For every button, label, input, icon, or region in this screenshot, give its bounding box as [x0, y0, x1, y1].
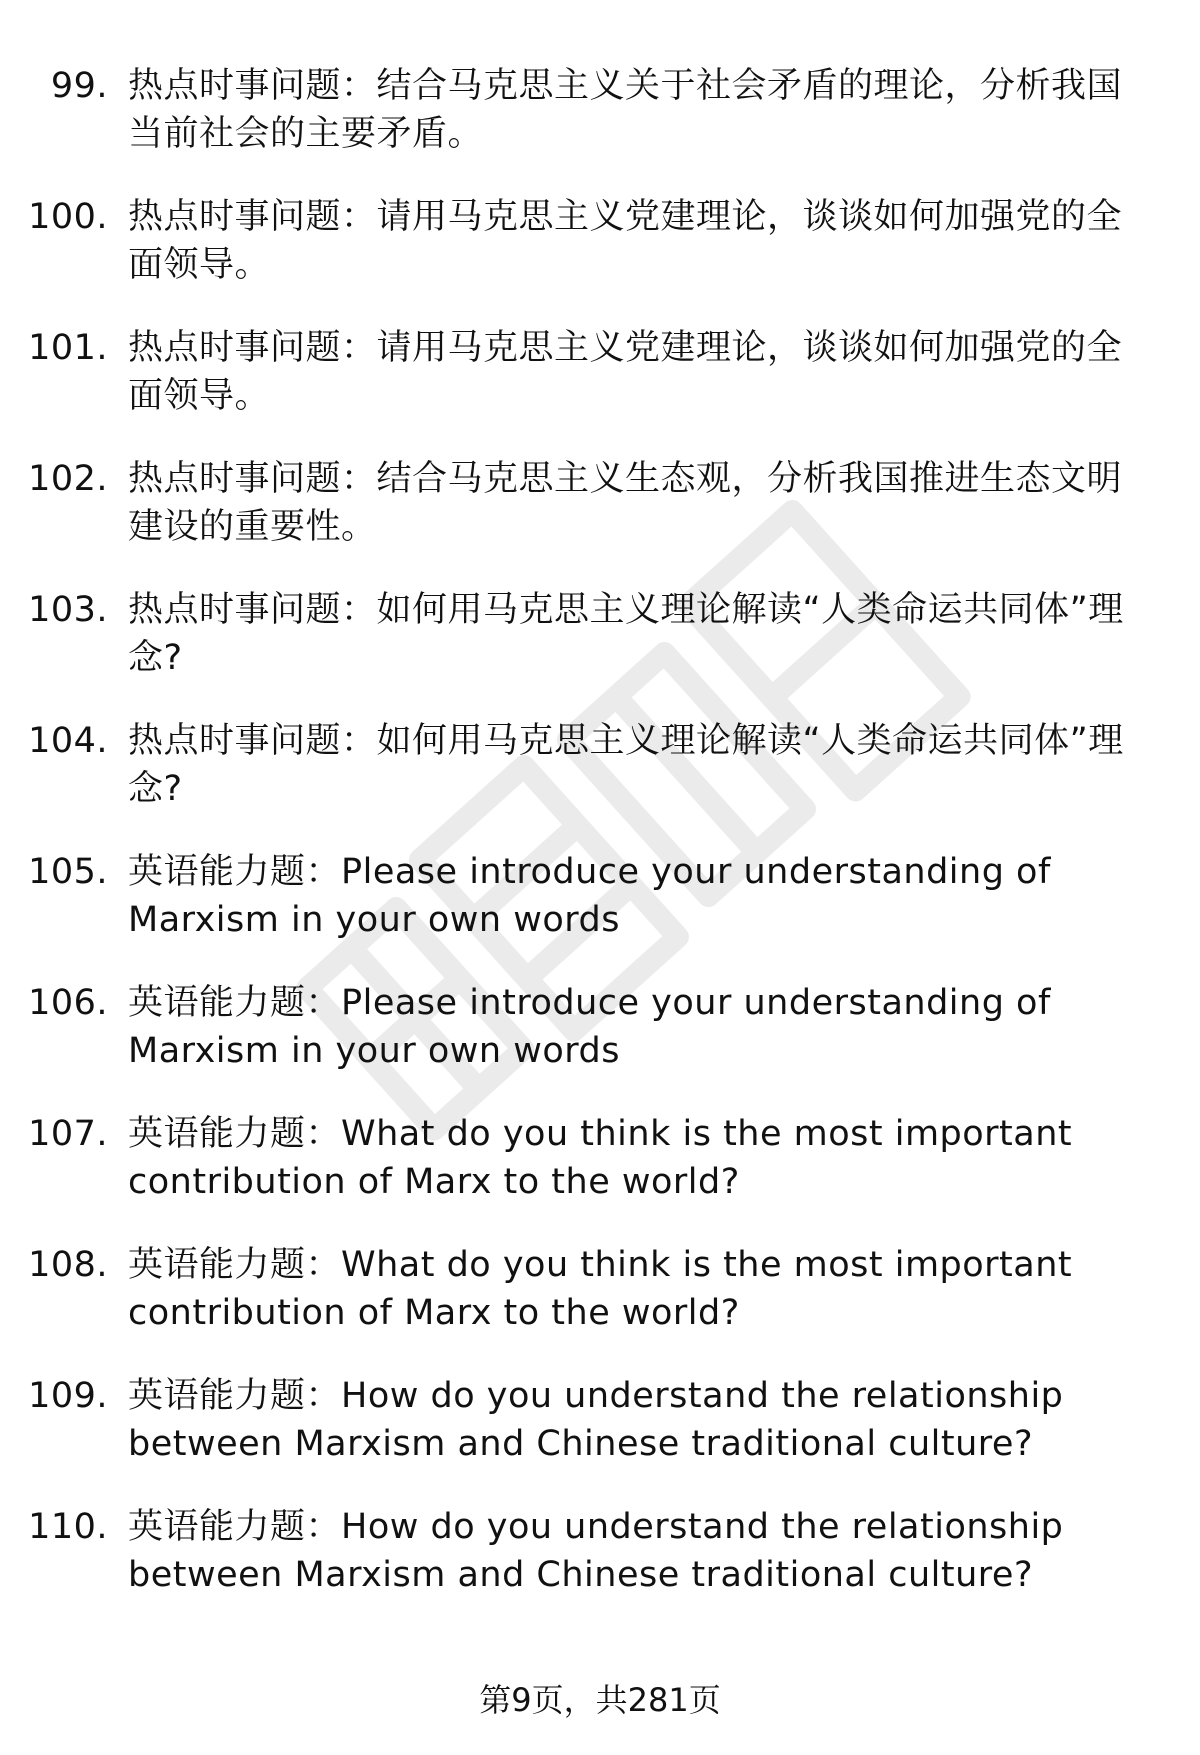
question-number: 107.	[28, 1114, 108, 1154]
question-text: 热点时事问题：结合马克思主义生态观，分析我国推进生态文明建设的重要性。	[128, 459, 1123, 547]
question-text: 热点时事问题：如何用马克思主义理论解读“人类命运共同体”理念?	[128, 590, 1124, 678]
question-text: 英语能力题：Please introduce your understanding of Marxism in your own words	[128, 983, 1051, 1071]
question-number: 106.	[28, 983, 108, 1023]
question-number: 102.	[28, 459, 108, 499]
list-item	[0, 62, 1200, 193]
question-number: 109.	[28, 1376, 108, 1416]
list-item	[0, 979, 1200, 1110]
question-number: 105.	[28, 852, 108, 892]
question-text: 英语能力题：What do you think is the most important contribution of Marx to the world?	[128, 1245, 1073, 1333]
list-item	[0, 1372, 1200, 1503]
question-number: 104.	[28, 721, 108, 761]
question-number: 110.	[28, 1507, 108, 1547]
question-number: 101.	[28, 328, 108, 368]
question-text: 热点时事问题：请用马克思主义党建理论，谈谈如何加强党的全面领导。	[128, 197, 1123, 285]
page-footer: 第9页，共281页	[479, 1681, 721, 1719]
list-item	[0, 717, 1200, 848]
list-item	[0, 1503, 1200, 1634]
question-text: 英语能力题：Please introduce your understanding of Marxism in your own words	[128, 852, 1051, 940]
question-text: 热点时事问题：如何用马克思主义理论解读“人类命运共同体”理念?	[128, 721, 1124, 809]
question-number: 100.	[28, 197, 108, 237]
question-number: 99.	[50, 66, 108, 106]
question-text: 热点时事问题：请用马克思主义党建理论，谈谈如何加强党的全面领导。	[128, 328, 1123, 416]
question-text: 英语能力题：How do you understand the relationship between Marxism and Chinese traditional culture?	[128, 1376, 1064, 1464]
question-list	[0, 62, 1200, 1634]
list-item	[0, 848, 1200, 979]
list-item	[0, 455, 1200, 586]
list-item	[0, 1110, 1200, 1241]
question-number: 103.	[28, 590, 108, 630]
question-text: 英语能力题：What do you think is the most important contribution of Marx to the world?	[128, 1114, 1073, 1202]
question-text: 热点时事问题：结合马克思主义关于社会矛盾的理论，分析我国当前社会的主要矛盾。	[128, 66, 1123, 154]
list-item	[0, 324, 1200, 455]
list-item	[0, 586, 1200, 717]
list-item	[0, 1241, 1200, 1372]
question-text: 英语能力题：How do you understand the relationship between Marxism and Chinese traditional culture?	[128, 1507, 1064, 1595]
list-item	[0, 193, 1200, 324]
question-number: 108.	[28, 1245, 108, 1285]
